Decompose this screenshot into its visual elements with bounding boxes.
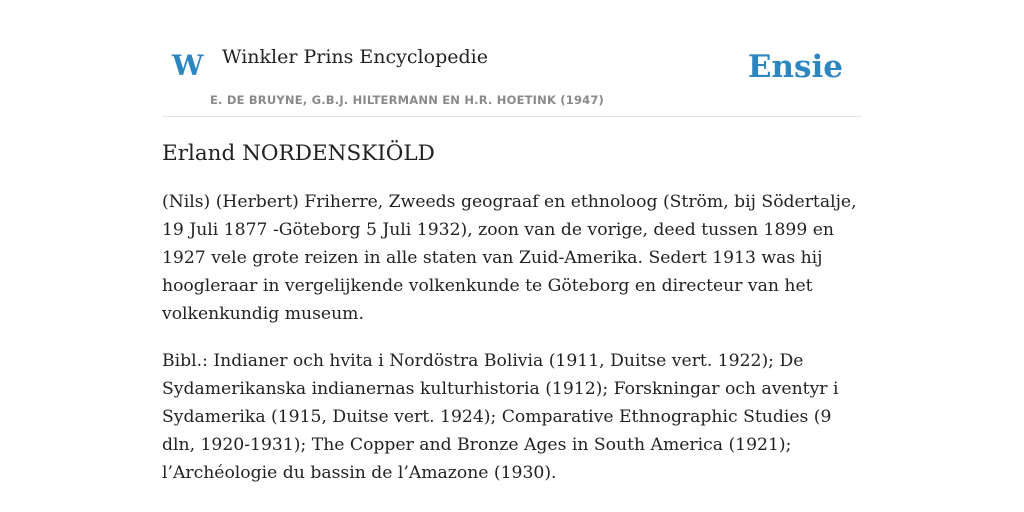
entry-paragraph-biography: (Nils) (Herbert) Friherre, Zweeds geograaf en ethnoloog (Ström, bij Södertalje, 19 Juli 1877 -Göteborg 5 Juli 1932), zoon van de vorige, deed tussen 1899 en 1927 vele grote reizen in alle staten van Zuid-Amerika. Sedert 1913 was hij hoogleraar in vergelijkende volkenkunde te Göteborg en directeur van het volkenkundig museum. — [162, 192, 857, 324]
site-header — [162, 0, 862, 117]
site-authors: E. DE BRUYNE, G.B.J. HILTERMANN EN H.R. HOETINK (1947) — [210, 93, 605, 107]
site-title[interactable]: Winkler Prins Encyclopedie — [222, 46, 488, 68]
article — [162, 138, 862, 487]
winkler-prins-logo[interactable]: W — [172, 49, 204, 82]
entry-title: Erland NORDENSKIÖLD — [162, 141, 435, 166]
ensie-brand-logo[interactable]: Ensie — [747, 49, 843, 85]
entry-paragraph-bibliography: Bibl.: Indianer och hvita i Nordöstra Bolivia (1911, Duitse vert. 1922); De Sydamerikanska indianernas kulturhistoria (1912); Forskningar och aventyr i Sydamerika (1915, Duitse vert. 1924); Comparative Ethnographic Studies (9 dln, 1920-1931); The Copper and Bronze Ages in South America (1921); l’Archéologie du bassin de l’Amazone (1930). — [162, 351, 839, 483]
